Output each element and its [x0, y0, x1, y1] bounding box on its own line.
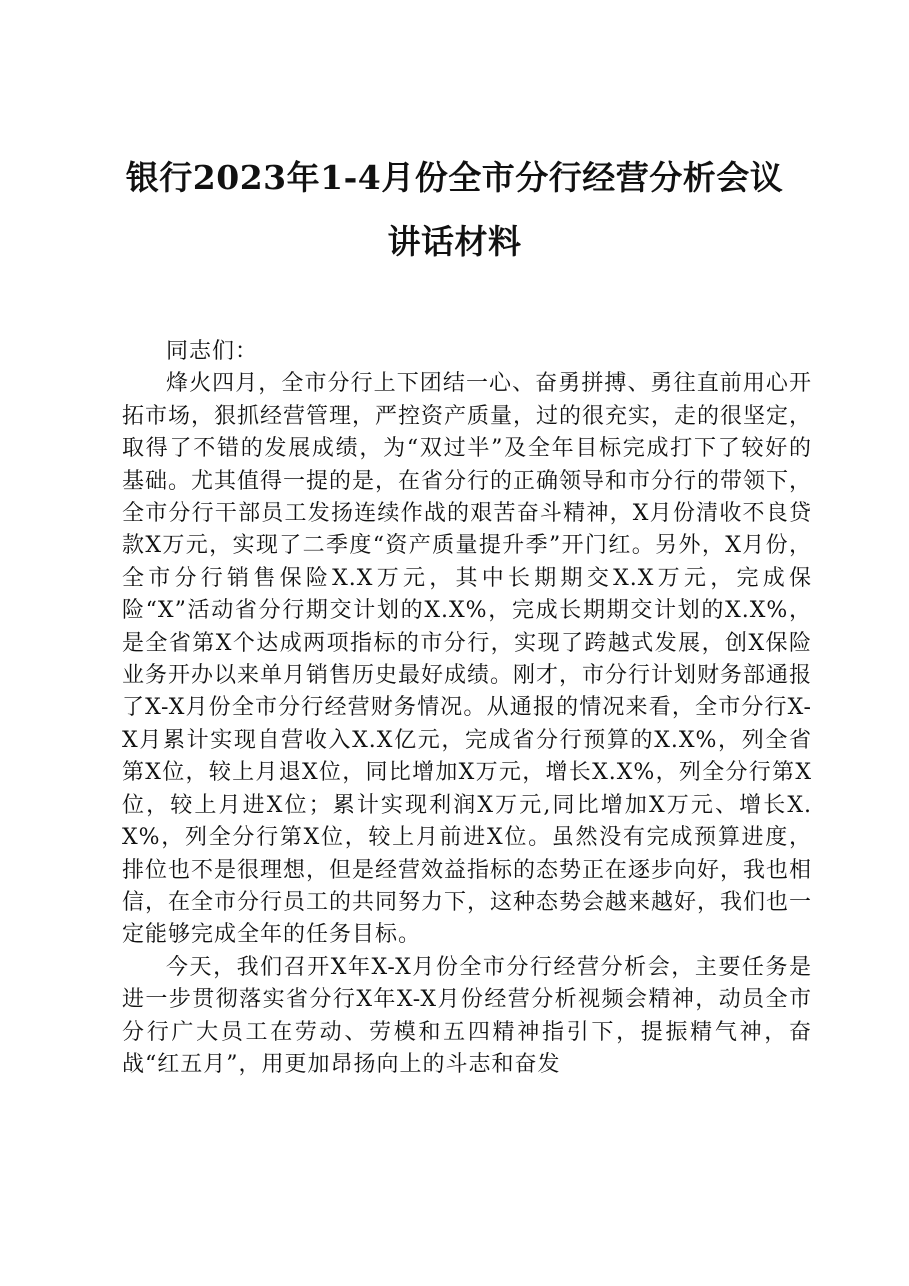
paragraph-1: 烽火四月，全市分行上下团结一心、奋勇拼搏、勇往直前用心开拓市场，狠抓经营管理，严控资产质量，过的很充实，走的很坚定，取得了不错的发展成绩，为“双过半”及全年目标完成打下了较好的基础。尤其值得一提的是，在省分行的正确领导和市分行的带领下，全市分行干部员工发扬连续作战的艰苦奋斗精神，X月份清收不良贷款X万元，实现了二季度“资产质量提升季”开门红。另外，X月份，全市分行销售保险X.X万元，其中长期期交X.X万元，完成保险“X”活动省分行期交计划的X.X%，完成长期期交计划的X.X%，是全省第X个达成两项指标的市分行，实现了跨越式发展，创X保险业务开办以来单月销售历史最好成绩。刚才，市分行计划财务部通报了X-X月份全市分行经营财务情况。从通报的情况来看，全市分行X-X月累计实现自营收入X.X亿元，完成省分行预算的X.X%，列全省第X位，较上月退X位，同比增加X万元，增长X.X%，列全分行第X位，较上月进X位；累计实现利润X万元,同比增加X万元、增长X.X%，列全分行第X位，较上月前进X位。虽然没有完成预算进度，排位也不是很理想，但是经营效益指标的态势正在逐步向好，我也相信，在全市分行员工的共同努力下，这种态势会越来越好，我们也一定能够完成全年的任务目标。 — [122, 371, 813, 948]
paragraph-2: 今天，我们召开X年X-X月份全市分行经营分析会，主要任务是进一步贯彻落实省分行X年X-X月份经营分析视频会精神，动员全市分行广大员工在劳动、劳模和五四精神指引下，提振精气神，奋战“红五月”，用更加昂扬向上的斗志和奋发 — [122, 954, 812, 1077]
salutation: 同志们： — [166, 339, 259, 364]
document-body — [122, 336, 812, 1081]
title-line-1: 银行2023年1-4月份全市分行经营分析会议 — [125, 158, 784, 197]
document-title — [60, 146, 849, 274]
title-line-2: 讲话材料 — [387, 222, 522, 261]
